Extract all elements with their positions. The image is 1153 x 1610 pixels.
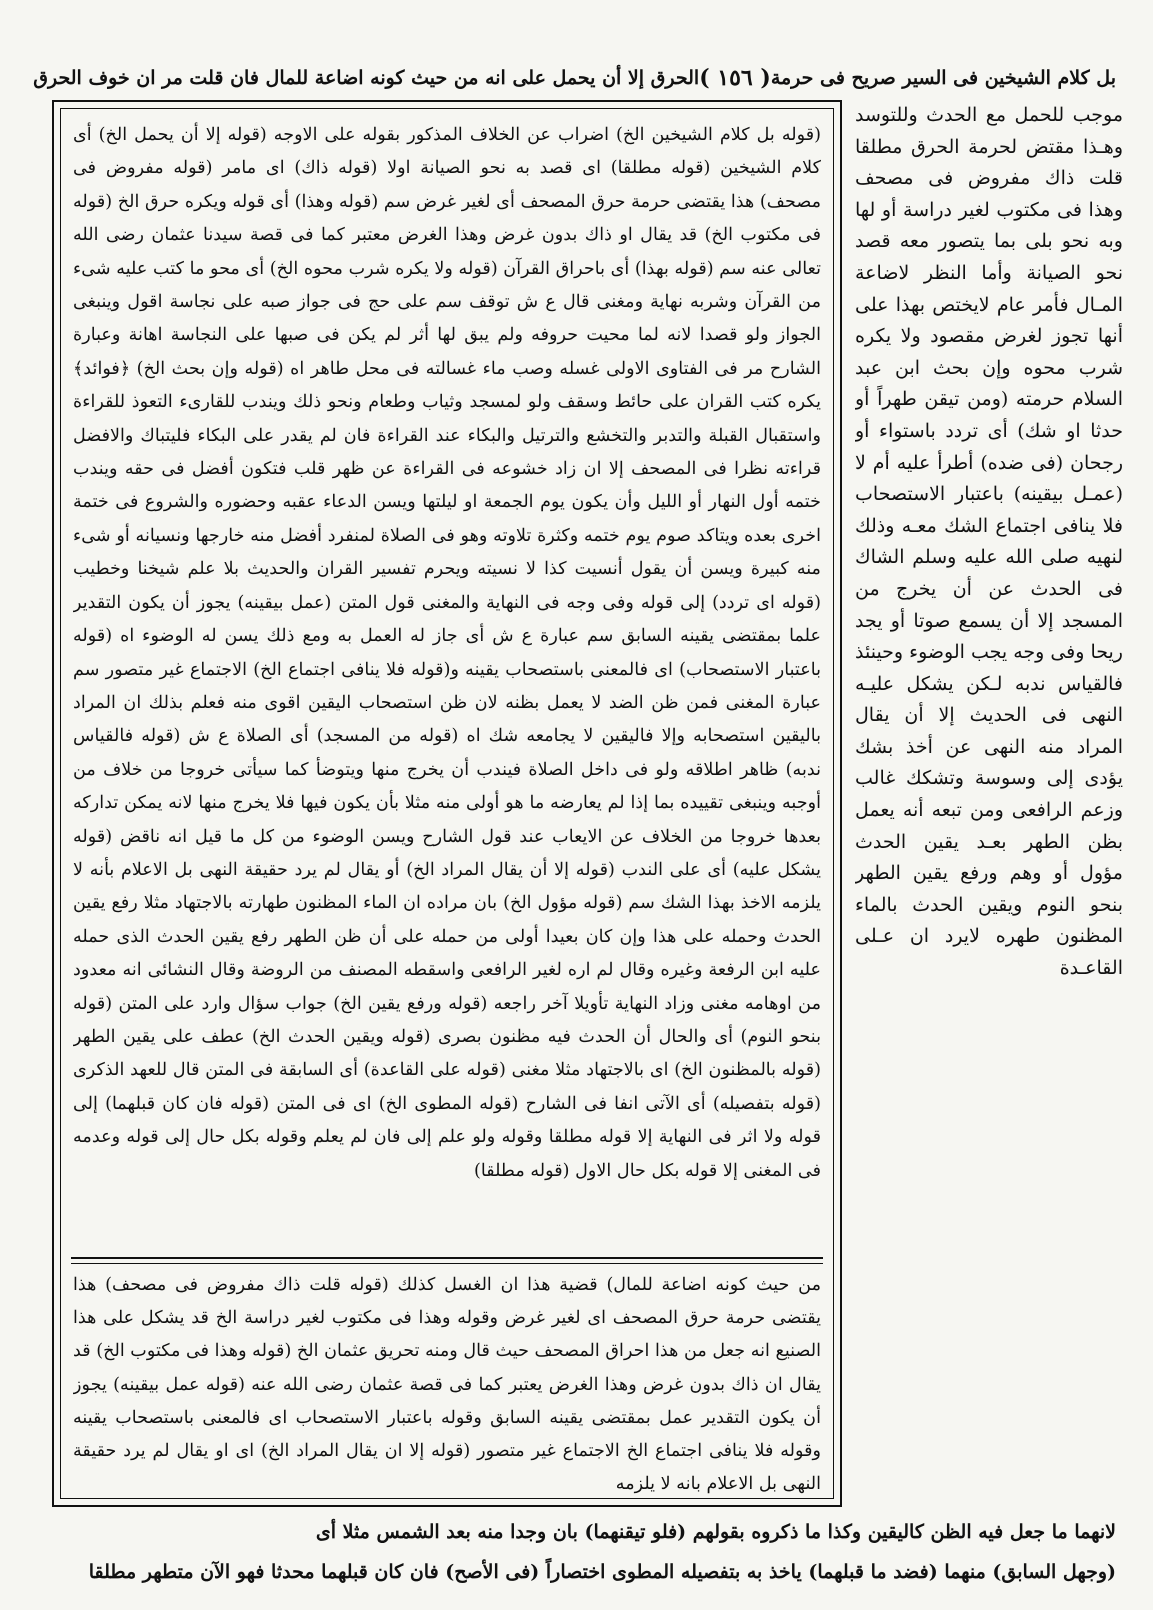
commentary-frame-inner: [60, 108, 834, 1499]
gloss-block: [73, 1269, 821, 1501]
commentary-block: [73, 119, 821, 1251]
header-right-text: بل كلام الشيخين فى السير صريح فى حرمة: [770, 67, 1116, 89]
commentary-text: (قوله بل كلام الشيخين الخ) اضراب عن الخلاف المذكور بقوله على الاوجه (قوله إلا أن يحمل الخ) أى كلام الشيخين (قوله مطلقا) اى قصد به نحو الصيانة اولا (قوله ذاك) اى مامر (قوله مفروض فى مصحف) هذا يقتضى حرمة حرق المصحف أى لغير غرض سم (قوله وهذا) أى قوله ويكره حرق الخ (قوله فى مكتوب الخ) قد يقال او ذاك بدون غرض وهذا الغرض معتبر كما فى قصة سيدنا عثمان رضى الله تعالى عنه سم (قوله بهذا) أى باحراق القرآن (قوله ولا يكره شرب محوه الخ) أى محو ما كتب عليه شىء من القرآن وشربه نهاية ومغنى قال ع ش توقف سم على حج فى جواز صبه على نجاسة اقول وينبغى الجواز ولو قصدا لانه لما محيت حروفه ولم يبق لها أثر لم يكن فى صبها على النجاسة اهانة وعبارة الشارح مر فى الفتاوى الاولى غسله وصب ماء غسالته فى محل طاهر اه (قوله وإن بحث الخ) ﴿فوائد﴾ يكره كتب القران على حائط وسقف ولو لمسجد وثياب وطعام ونحو ذلك ويندب للقارىء التعوذ للقراءة واستقبال القبلة والتدبر والتخشع والترتيل والبكاء عند القراءة فان لم يقدر على البكاء فليتباك والافضل قراءته نظرا فى المصحف إلا ان زاد خشوعه فى القراءة عن ظهر قلب فتكون أفضل فى حقه ويندب ختمه أول النهار أو الليل وأن يكون يوم الجمعة او ليلتها ويسن الدعاء عقبه وحضوره والشروع فى ختمة اخرى بعده ويتاكد صوم يوم ختمه وكثرة تلاوته وهو فى الصلاة لمنفرد أفضل منه خارجها ونسيانه أو شىء منه كبيرة ويسن أن يقول أنسيت كذا لا نسيته ويحرم تفسير القران والحديث بلا علم شيخنا وخطيب (قوله اى تردد) إلى قوله وفى وجه فى النهاية والمغنى قول المتن (عمل بيقينه) يجوز أن يكون التقدير علما بمقتضى يقينه السابق سم عبارة ع ش أى جاز له العمل به ومع ذلك يسن له الوضوء اه (قوله باعتبار الاستصحاب) اى فالمعنى باستصحاب يقينه و(قوله فلا ينافى اجتماع الخ) الاجتماع غير متصور سم عبارة المغنى فمن ظن الضد لا يعمل بظنه لان ظن استصحاب اليقين اقوى منه فعلم بذلك ان المراد باليقين استصحابه وإلا فاليقين لا يجامعه شك اه (قوله من المسجد) أى الصلاة ع ش (قوله فالقياس ندبه) ظاهر اطلاقه ولو فى داخل الصلاة فيندب أن يخرج منها ويتوضأ كما سيأتى خروجا من خلاف من أوجبه وينبغى تقييده بما إذا لم يعارضه ما هو أولى منه مثلا بأن يكون فيها فلا يخرج منها لانه يمكن تداركه بعدها خروجا من الخلاف عن الايعاب عند قول الشارح ويسن الوضوء من كل ما قيل انه ناقض (قوله يشكل عليه) أى على الندب (قوله إلا أن يقال المراد الخ) أو يقال لم يرد حقيقة النهى بل الاعلام بأنه لا يلزمه الاخذ بهذا الشك سم (قوله مؤول الخ) بان مراده ان الماء المظنون طهارته بالاجتهاد مثلا رفع يقين الحدث وحمله على هذا وإن كان بعيدا أولى من حمله على أن ظن الطهر رفع يقين الحدث الذى حمله عليه ابن الرفعة وغيره وقال لم اره لغير الرافعى واسقطه المصنف من الروضة وقال النشائى انه معدود من اوهامه مغنى وزاد النهاية تأويلا آخر راجعه (قوله ورفع يقين الخ) جواب سؤال وارد على المتن (قوله بنحو النوم) أى والحال أن الحدث فيه مظنون بصرى (قوله ويقين الحدث الخ) عطف على يقين الطهر (قوله بالمظنون الخ) اى بالاجتهاد مثلا مغنى (قوله على القاعدة) أى السابقة فى المتن قال للعهد الذكرى (قوله بتفصيله) أى الآتى انفا فى الشارح (قوله المطوى الخ) اى فى المتن (قوله فان كان قبلهما) إلى قوله ولا اثر فى النهاية إلا قوله مطلقا وقوله ولو علم إلى فان لم يعلم وقوله بكل حال إلى قوله وعدمه فى المغنى إلا قوله بكل حال الاول (قوله مطلقا): [73, 125, 821, 1181]
running-header: [33, 58, 1116, 98]
main-text-block: [52, 1512, 1116, 1602]
main-text-line-1: لانهما ما جعل فيه الظن كاليقين وكذا ما ذكروه بقولهم (فلو تيقنهما) بان وجدا منه بعد الشمس مثلا أى: [315, 1521, 1116, 1543]
commentary-frame: [52, 100, 842, 1507]
page-number: ( ١٥٦ ): [699, 65, 771, 91]
section-divider: [71, 1257, 823, 1264]
margin-column: [855, 100, 1123, 1507]
header-left-text: الحرق إلا أن يحمل على انه من حيث كونه اضاعة للمال فان قلت مر ان خوف الحرق: [33, 67, 700, 89]
main-text-line-2: (وجهل السابق) منهما (فضد ما قبلهما) ياخذ به بتفصيله المطوى اختصاراً (فى الأصح) فان كان قبلهما محدثا فهو الآن متطهر مطلقا: [88, 1561, 1116, 1583]
margin-text: موجب للحمل مع الحدث وللتوسد وهـذا مقتض لحرمة الحرق مطلقا قلت ذاك مفروض فى مصحف وهذا فى مكتوب لغير دراسة أو لها وبه نحو بلى بما يتصور معه قصد نحو الصيانة وأما النظر لاضاعة المـال فأمر عام لايختص بهذا على أنها تجوز لغرض مقصود ولا يكره شرب محوه وإن بحث ابن عبد السلام حرمته (ومن تيقن طهراً أو حدثا او شك) أى تردد باستواء أو رجحان (فى ضده) أطرأ عليه أم لا (عمـل بيقينه) باعتبار الاستصحاب فلا ينافى اجتماع الشك معـه وذلك لنهيه صلى الله عليه وسلم الشاك فى الحدث عن أن يخرج من المسجد إلا أن يسمع صوتا أو يجد ريحا وفى وجه يجب الوضوء وحينئذ فالقياس ندبه لـكن يشكل عليـه النهى فى الحديث إلا أن يقال المراد منه النهى عن أخذ بشك يؤدى إلى وسوسة وتشكك غالب وزعم الرافعى ومن تبعه أنه يعمل بظن الطهر بعـد يقين الحدث مؤول أو وهم ورفع يقين الطهر بنحو النوم ويقين الحدث بالماء المظنون طهره لايرد ان عـلى القاعـدة: [855, 104, 1123, 980]
gloss-text: من حيث كونه اضاعة للمال) قضية هذا ان الغسل كذلك (قوله قلت ذاك مفروض فى مصحف) هذا يقتضى حرمة حرق المصحف اى لغير غرض وقوله وهذا فى مكتوب لغير دراسة الخ قد يشكل على هذا الصنيع انه جعل من هذا احراق المصحف حيث قال ومنه تحريق عثمان الخ (قوله وهذا فى مكتوب الخ) قد يقال ان ذاك بدون غرض وهذا الغرض يعتبر كما فى قصة عثمان رضى الله عنه (قوله عمل بيقينه) يجوز أن يكون التقدير عمل بمقتضى يقينه السابق وقوله باعتبار الاستصحاب اى فالمعنى باستصحاب يقينه وقوله فلا ينافى اجتماع الخ الاجتماع غير متصور (قوله إلا ان يقال المراد الخ) اى او يقال لم يرد حقيقة النهى بل الاعلام بانه لا يلزمه: [73, 1275, 821, 1495]
